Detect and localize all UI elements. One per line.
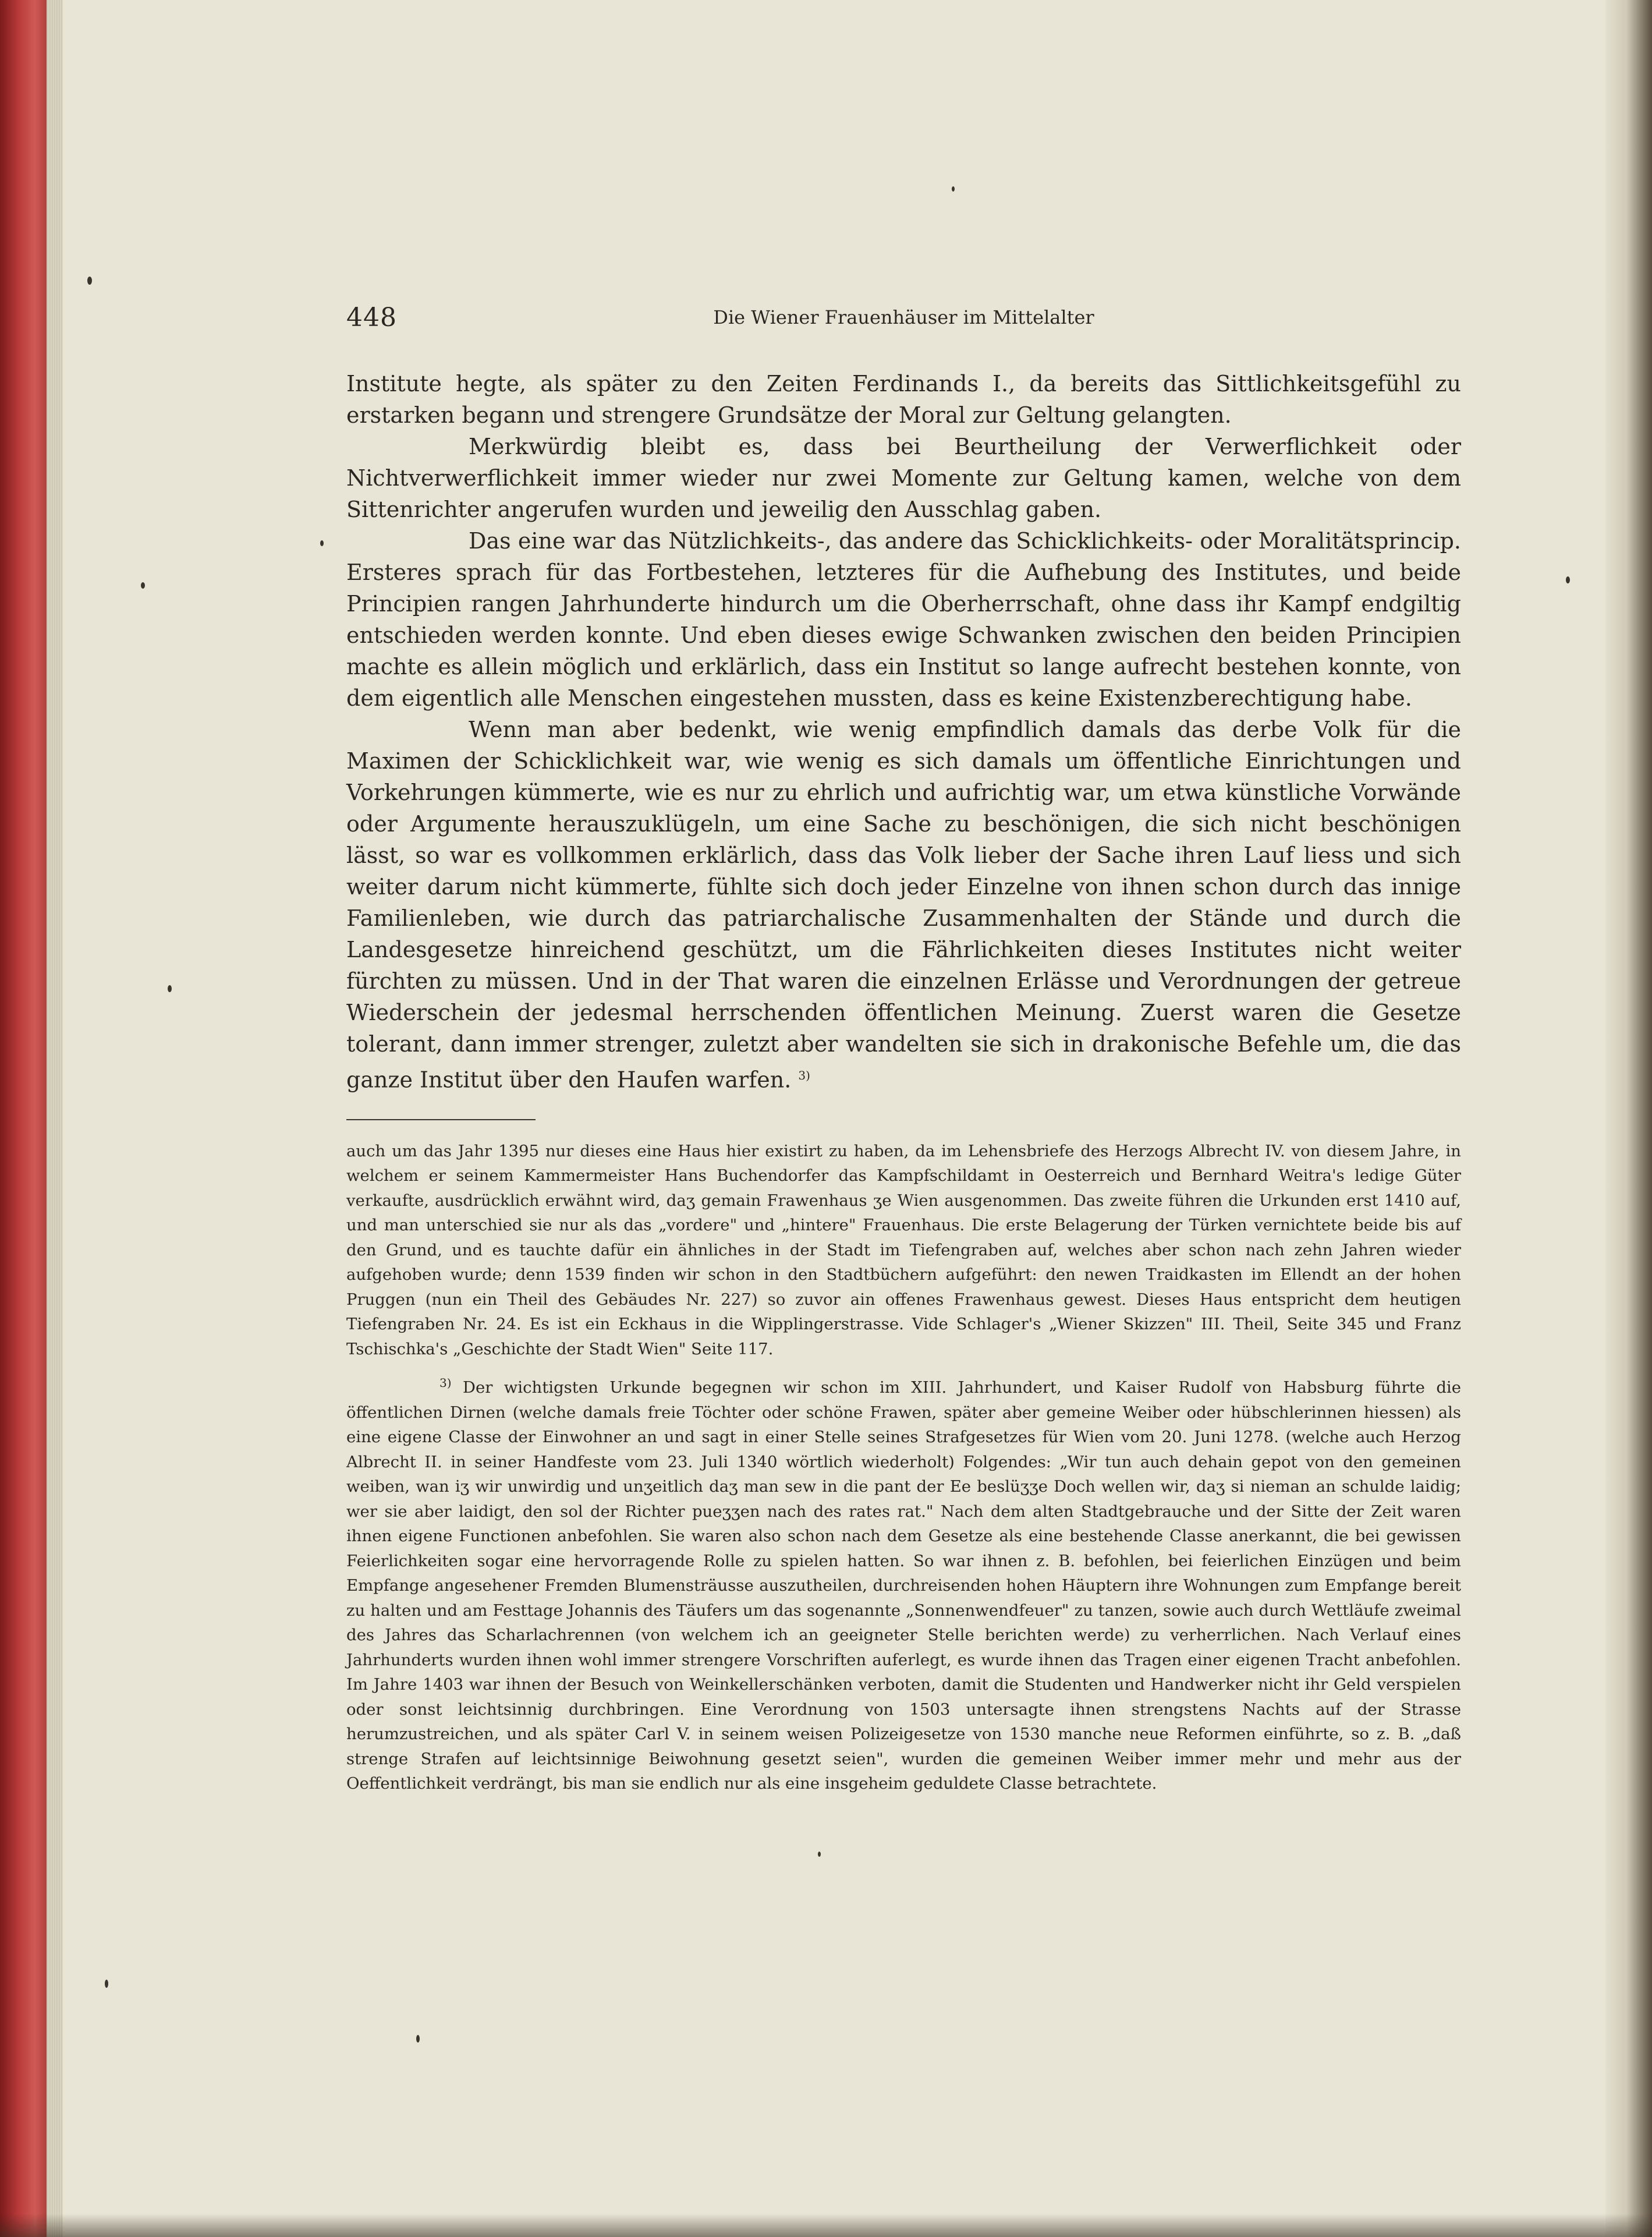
body-paragraph-1: Institute hegte, als später zu den Zeiten Ferdinands I., da bereits das Sittlichkeitsgefühl zu erstarken begann und strengere Grundsätze der Moral zur Geltung gelangten. (346, 371, 1461, 428)
footnote-continued: auch um das Jahr 1395 nur dieses eine Haus hier existirt zu haben, da im Lehensbriefe des Herzogs Albrecht IV. von diesem Jahre, in welchem er seinem Kammermeister Hans Buchendorfer das Kampfschildamt in Oesterreich und Bernhard Weitra's ledige Güter verkaufte, ausdrücklich erwähnt wird, daʒ gemain Frawenhaus ʒe Wien ausgenommen. Das zweite führen die Urkunden erst 1410 auf, und man unterschied sie nur als das „vordere" und „hintere" Frauenhaus. Die erste Belagerung der Türken vernichtete beide bis auf den Grund, und es tauchte dafür ein ähnliches in der Stadt im Tiefengraben auf, welches aber schon nach zehn Jahren wieder aufgehoben wurde; denn 1539 finden wir schon in den Stadtbüchern aufgeführt: den newen Traidkasten im Ellendt an der hohen Pruggen (nun ein Theil des Gebäudes Nr. 227) so zuvor ain offenes Frawenhaus gewest. Dieses Haus entspricht dem heutigen Tiefengraben Nr. 24. Es ist ein Eckhaus in die Wipplingerstrasse. Vide Schlager's „Wiener Skizzen" III. Theil, Seite 345 und Franz Tschischka's „Geschichte der Stadt Wien" Seite 117. (346, 1141, 1461, 1358)
footnote-3 (346, 1371, 1461, 1796)
page-number: 448 (346, 303, 397, 332)
footnote-rule (346, 1119, 536, 1120)
ink-speck (320, 540, 324, 546)
ink-speck (141, 582, 145, 589)
running-head (346, 303, 1461, 338)
ink-speck (952, 186, 955, 192)
ink-speck (416, 2035, 420, 2043)
body-paragraph-4 (346, 714, 1461, 1096)
ink-speck (87, 277, 92, 285)
footnote-3-mark: 3) (439, 1376, 452, 1390)
footnote-3-text: Der wichtigsten Urkunde begegnen wir schon im XIII. Jahrhundert, und Kaiser Rudolf von Habsburg führte die öffentlichen Dirnen (welche damals freie Töchter oder schöne Frawen, später aber gemeine Weiber oder hübschlerinnen hiessen) als eine eigene Classe der Einwohner an und sagt in einer Stelle seines Strafgesetzes für Wien vom 20. Juni 1278. (welche auch Herzog Albrecht II. in seiner Handfeste vom 23. Juli 1340 wörtlich wiederholt) Folgendes: „Wir tun auch dehain gepot von den gemeinen weiben, wan iʒ wir unwirdig und unʒeitlich daʒ man sew in die pant der Ee beslüʒʒe Doch wellen wir, daʒ si nieman an schulde laidig; wer sie aber laidigt, den sol der Richter pueʒʒen nach des rates rat." Nach dem alten Stadtgebrauche und der Sitte der Zeit waren ihnen eigene Functionen anbefohlen. Sie waren also schon nach dem Gesetze als eine bestehende Classe anerkannt, die bei gewissen Feierlichkeiten sogar eine hervorragende Rolle zu spielen hatten. So war ihnen z. B. befohlen, bei feierlichen Einzügen und beim Empfange angesehener Fremden Blumensträusse auszutheilen, durchreisenden hohen Häuptern ihre Wohnungen zum Empfange bereit zu halten und am Festtage Johannis des Täufers um das sogenannte „Sonnenwendfeuer" zu tanzen, sowie auch durch Wettläufe zweimal des Jahres das Scharlachrennen (von welchem ich an geeigneter Stelle berichten werde) zu verherrlichen. Nach Verlauf eines Jahrhunderts wurden ihnen wohl immer strengere Vorschriften auferlegt, es wurde ihnen das Tragen einer eigenen Tracht anbefohlen. Im Jahre 1403 war ihnen der Besuch von Weinkellerschänken verboten, damit die Studenten und Handwerker nicht ihr Geld verspielen oder sonst leichtsinnig durchbringen. Eine Verordnung von 1503 untersagte ihnen strengstens Nachts auf der Strasse herumzustreichen, und als später Carl V. in seinem weisen Polizeigesetze von 1530 manche neue Reformen einführte, so z. B. „daß strenge Strafen auf leichtsinnige Beiwohnung gesetzt seien", wurden die gemeinen Weiber immer mehr und mehr aus der Oeffentlichkeit verdrängt, bis man sie endlich nur als eine insgeheim geduldete Classe betrachtete. (346, 1378, 1461, 1793)
footnote-reference: 3) (798, 1068, 810, 1082)
page-stack-edge (47, 0, 63, 2237)
ink-speck (818, 1852, 821, 1857)
ink-speck (168, 985, 172, 992)
page-content (346, 303, 1461, 1796)
page-bottom-shadow (0, 2214, 1652, 2237)
ink-speck (105, 1980, 108, 1988)
body-paragraph-2: Merkwürdig bleibt es, dass bei Beurtheilung der Verwerflichkeit oder Nichtverwerflichkeit immer wieder nur zwei Momente zur Geltung kamen, welche von dem Sittenrichter angerufen wurden und jeweilig den Ausschlag gaben. (346, 434, 1461, 522)
running-head-title: Die Wiener Frauenhäuser im Mittelalter (713, 306, 1094, 328)
body-paragraph-4-text: Wenn man aber bedenkt, wie wenig empfindlich damals das derbe Volk für die Maximen der Schicklichkeit war, wie wenig es sich damals um öffentliche Einrichtungen und Vorkehrungen kümmerte, wie es nur zu ehrlich und aufrichtig war, um etwa künstliche Vorwände oder Argumente herauszuklügeln, um eine Sache zu beschönigen, die sich nicht beschönigen lässt, so war es vollkommen erklärlich, dass das Volk lieber der Sache ihren Lauf liess und sich weiter darum nicht kümmerte, fühlte sich doch jeder Einzelne von ihnen schon durch das innige Familienleben, wie durch das patriarchalische Zusammenhalten der Stände und durch die Landesgesetze hinreichend geschützt, um die Fährlichkeiten dieses Institutes nicht weiter fürchten zu müssen. Und in der That waren die einzelnen Erlässe und Verordnungen der getreue Wiederschein der jedesmal herrschenden öffentlichen Meinung. Zuerst waren die Gesetze tolerant, dann immer strenger, zuletzt aber wandelten sie sich in drakonische Befehle um, die das ganze Institut über den Haufen warfen. (346, 717, 1461, 1093)
page-right-shadow (1605, 0, 1652, 2237)
red-book-binding (0, 0, 47, 2237)
ink-speck (1566, 576, 1570, 583)
body-paragraph-3: Das eine war das Nützlichkeits-, das andere das Schicklichkeits- oder Moralitätsprincip. Ersteres sprach für das Fortbestehen, letzteres für die Aufhebung des Institutes, und beide Principien rangen Jahrhunderte hindurch um die Oberherrschaft, ohne dass ihr Kampf endgiltig entschieden werden konnte. Und eben dieses ewige Schwanken zwischen den beiden Principien machte es allein möglich und erklärlich, dass ein Institut so lange aufrecht bestehen konnte, von dem eigentlich alle Menschen eingestehen mussten, dass es keine Existenzberechtigung habe. (346, 528, 1461, 711)
